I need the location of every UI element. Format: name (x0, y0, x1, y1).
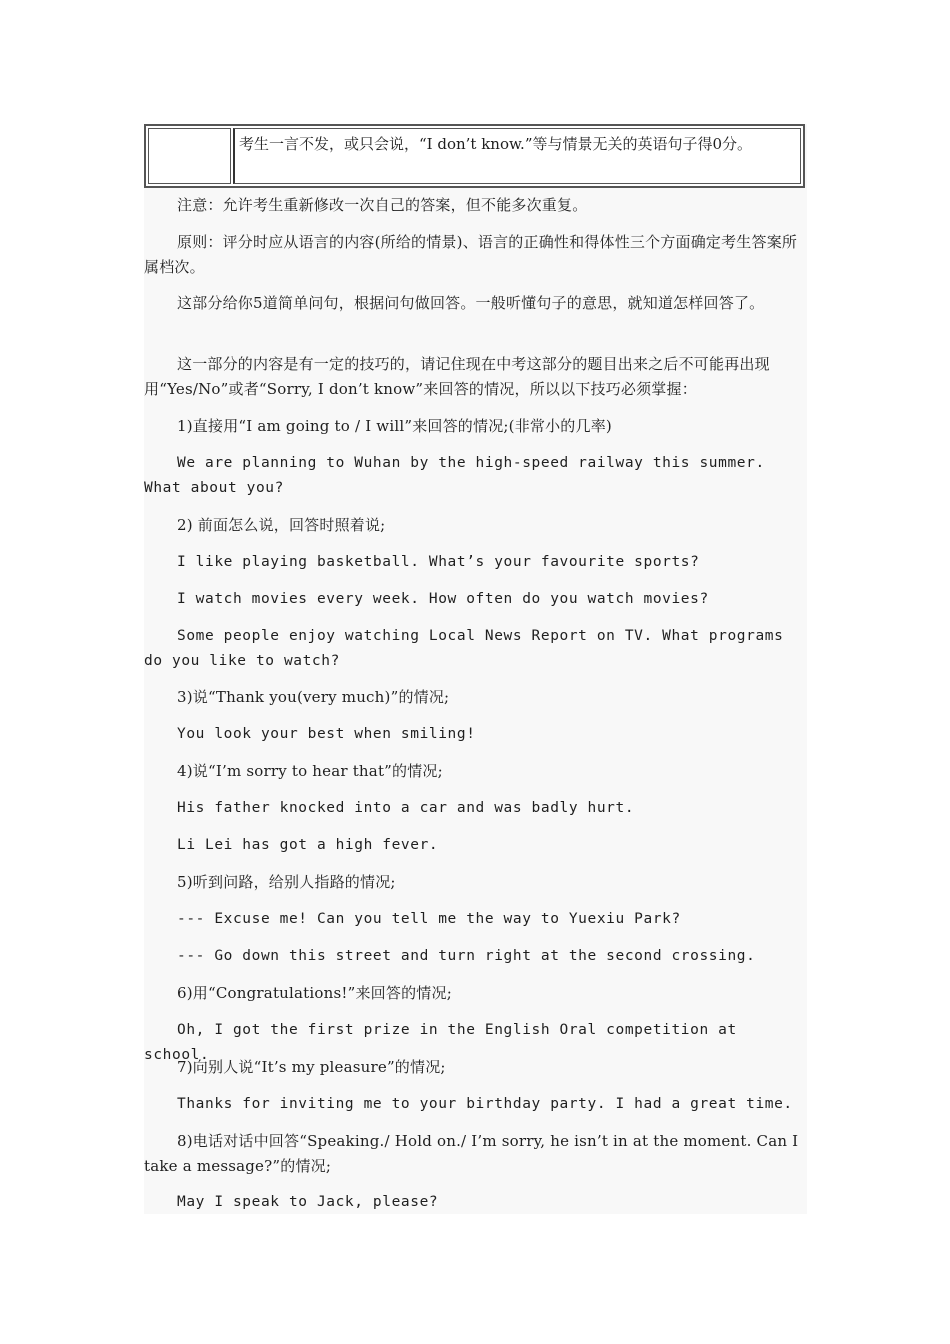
example-text: I watch movies every week. How often do you watch movies? (177, 591, 709, 607)
tip-8-heading: 8)电话对话中回答“Speaking./ Hold on./ I’m sorry, he isn’t in at the moment. Can I take a message?”的情况; (144, 1132, 799, 1175)
table-label-cell (148, 128, 231, 184)
tip-4-heading: 4)说“I’m sorry to hear that”的情况; (177, 762, 443, 780)
example-text: Some people enjoy watching Local News Report on TV. What programs do you like to watch? (144, 628, 784, 669)
tip-6-heading: 6)用“Congratulations!”来回答的情况; (177, 984, 452, 1002)
example-text: You look your best when smiling! (177, 726, 476, 742)
example-text: Oh, I got the first prize in the English Oral competition at school. (144, 1022, 737, 1063)
example-text: I like playing basketball. What’s your favourite sports? (177, 554, 700, 570)
intro-paragraph: 这部分给你5道简单问句，根据问句做回答。一般听懂句子的意思，就知道怎样回答了。 (177, 294, 765, 312)
principle-paragraph: 原则：评分时应从语言的内容(所给的情景)、语言的正确性和得体性三个方面确定考生答案所属档次。 (144, 233, 798, 276)
table-text-cell: 考生一言不发，或只会说，“I don’t know.”等与情景无关的英语句子得0分。 (233, 128, 801, 184)
example-text: --- Excuse me! Can you tell me the way to Yuexiu Park? (177, 911, 681, 927)
scoring-table (144, 124, 805, 188)
example-text: Thanks for inviting me to your birthday party. I had a great time. (177, 1096, 793, 1112)
example-text: May I speak to Jack, please? (177, 1194, 439, 1210)
tip-1-heading: 1)直接用“I am going to / I will”来回答的情况;(非常小的几率) (177, 417, 612, 435)
document-page (144, 124, 807, 1214)
tips-paragraph: 这一部分的内容是有一定的技巧的，请记住现在中考这部分的题目出来之后不可能再出现用“Yes/No”或者“Sorry, I don’t know”来回答的情况，所以以下技巧必须掌握： (144, 355, 770, 398)
tip-2-heading: 2) 前面怎么说，回答时照着说; (177, 516, 386, 534)
example-text: His father knocked into a car and was badly hurt. (177, 800, 635, 816)
example-text: Li Lei has got a high fever. (177, 837, 439, 853)
example-text: --- Go down this street and turn right at the second crossing. (177, 948, 756, 964)
tip-7-heading: 7)向别人说“It’s my pleasure”的情况; (177, 1058, 446, 1076)
note-paragraph: 注意：允许考生重新修改一次自己的答案，但不能多次重复。 (177, 196, 588, 214)
example-text: We are planning to Wuhan by the high-speed railway this summer. What about you? (144, 455, 765, 496)
tip-5-heading: 5)听到问路，给别人指路的情况; (177, 873, 396, 891)
tip-3-heading: 3)说“Thank you(very much)”的情况; (177, 688, 450, 706)
